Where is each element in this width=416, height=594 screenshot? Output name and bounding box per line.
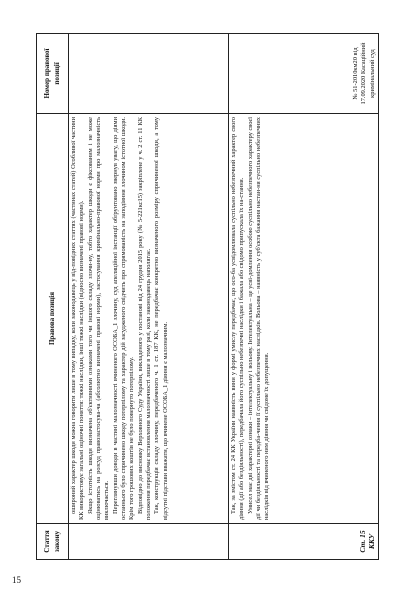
table-row (229, 34, 379, 560)
row2-paragraph: Умисел має дві характерні ознаки – інтелектуальну і вольову. Інтелектуальна – це усві-домлення особою суспільно небезпечного характеру своєї дії чи бездіяльності та передба-чення її суспільно небезпечних наслідків. Вольова – наявність у суб'єкта бажання настан-ня суспільно небезпечних наслідків від вчиненого ним діяння чи свідоме їх допущення. (246, 117, 271, 520)
row1-position (69, 114, 229, 524)
header-article: Стаття закону (37, 524, 69, 560)
row1-paragraph: ошироний характер шкоди можна говорити лише в тому випадку, коли законодавець у від-повідних статтях (частинах статей) Особливої частини КК використовує загальні оціночні поняття: тяжкі наслідки, інші тяжкі наслідки (відносно визначені правові норми). (70, 117, 86, 520)
table-row (69, 34, 229, 560)
row1-paragraph: Переглянувши доводи в частині малозначності вчиненого ОСОБА_1 злочину, суд апеляційної інстанції обґрунтовано звернув увагу, що діями останнього було спричинено шкоду потерпілому та характер дій засудженого свідчить про спрямованість на заподіяння злочином істотної шкоди. Крім того грошових коштів не було повернуто потерпілому. (111, 117, 136, 520)
row1-paragraph: Якщо істотність шкоди визначена об'єктивними ознаками того чи іншого складу злочи-ну, тобто характер шкоди є фіксованим і не може оцінюватись на розсуд правозастосува-ча (абсолютно визначені правові норми), застосування кримінально-правової норми про малозначність виключається. (86, 117, 111, 520)
table-header-row (37, 34, 69, 560)
row1-article (69, 524, 229, 560)
row2-paragraph: Так, за змістом ст. 24 КК України наявність вини у формі умислу передбачає, що осо-ба усвідомлювала суспільно небезпечний характер свого діяння (дії або бездіяльності), передбачала його суспільно небезпечні наслідки і бажала або свідомо припускала їх на-стання. (230, 117, 246, 520)
row1-number (69, 34, 229, 114)
row2-article: Ст. 15 ККУ (229, 524, 379, 560)
header-position: Правова позиція (37, 114, 69, 524)
header-number: Номер правової позиції (37, 34, 69, 114)
page-number: 15 (12, 575, 21, 585)
legal-positions-table (36, 33, 379, 560)
row2-number: № 51-2010км20 від 17.09.2020 Касаційний кримінальний суд (229, 34, 379, 114)
row1-paragraph: Відповідно до висновку Верховного Суду України, викладеного у постанові від 24 грудня 2015 року (№ 5-221кс15) закріплене у ч. 2 ст. 11 КК положення передбачає встановлення малозначності лише в тому разі, коли законодавець наполягає. (136, 117, 152, 520)
rotated-table-wrapper (36, 34, 378, 560)
row2-position (229, 114, 379, 524)
row1-paragraph: Так, конструкція складу злочину, передбаченого ч. 1 ст. 187 КК, не передбачає конкретно визначеного розміру спричиненої шкоди, а тому відсутні підстави вважати, що вчинене ОСОБА_1 діяння є малозначним. (153, 117, 169, 520)
